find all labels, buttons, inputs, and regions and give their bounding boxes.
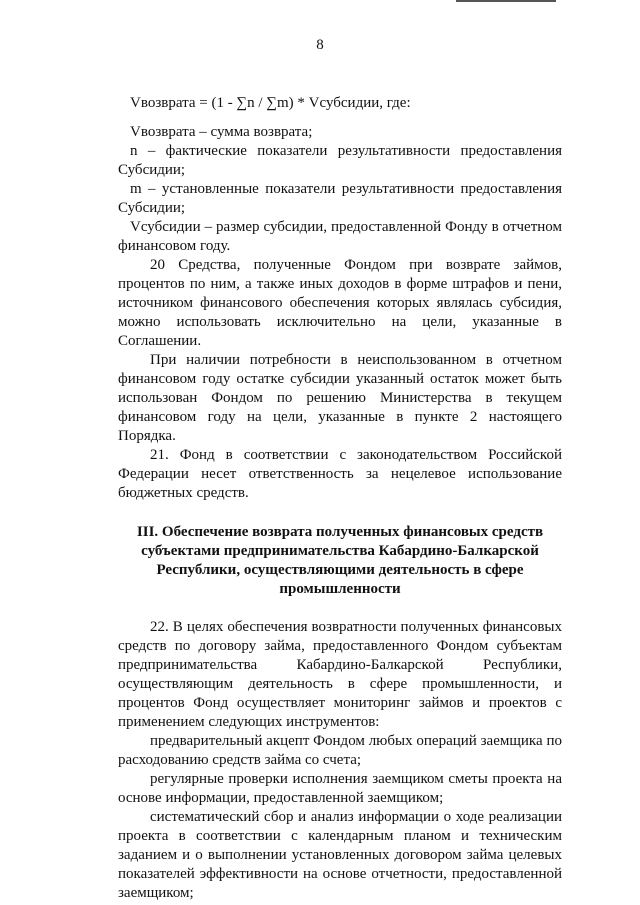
definition-v-return: Vвозврата – сумма возврата; bbox=[130, 124, 313, 140]
return-formula: Vвозврата = (1 - ∑n / ∑m) * Vсубсидии, где: bbox=[130, 95, 411, 111]
instrument-inspections: регулярные проверки исполнения заемщиком сметы проекта на основе информации, предоставленной заемщиком; bbox=[118, 771, 562, 806]
instrument-acceptance: предварительный акцепт Фондом любых операций заемщика по расходованию средств займа со счета; bbox=[118, 733, 562, 768]
instrument-monitoring: систематический сбор и анализ информации о ходе реализации проекта в соответствии с календарным планом и техническим заданием и о выполнении установленных договором займа целевых показателей эффективности на основе отчетности, предоставленной заемщиком; bbox=[118, 809, 562, 901]
document-body bbox=[118, 94, 562, 903]
paragraph-20: 20 Средства, полученные Фондом при возврате займов, процентов по ним, а также иных доходов в форме штрафов и пени, источником финансового обеспечения которых являлась субсидия, можно использовать исключительно на цели, указанные в Соглашении. bbox=[118, 257, 562, 349]
paragraph-21: 21. Фонд в соответствии с законодательством Российской Федерации несет ответственность за нецелевое использование бюджетных средств. bbox=[118, 447, 562, 501]
paragraph-unused-balance: При наличии потребности в неиспользованном в отчетном финансовом году остатке субсидии указанный остаток может быть использован Фондом по решению Министерства в текущем финансовом году на цели, указанные в пункте 2 настоящего Порядка. bbox=[118, 352, 562, 444]
top-edge-line bbox=[456, 0, 556, 2]
definition-v-subsidy: Vсубсидии – размер субсидии, предоставленной Фонду в отчетном финансовом году. bbox=[118, 219, 562, 254]
page-number: 8 bbox=[316, 37, 324, 53]
definition-m: m – установленные показатели результативности предоставления Субсидии; bbox=[118, 181, 562, 216]
definition-n: n – фактические показатели результативности предоставления Субсидии; bbox=[118, 143, 562, 178]
section-heading: III. Обеспечение возврата полученных финансовых средств субъектами предпринимательства Кабардино-Балкарской Республики, осуществляющими деятельность в сфере промышленности bbox=[136, 524, 544, 597]
paragraph-22: 22. В целях обеспечения возвратности полученных финансовых средств по договору займа, предоставленного Фондом субъектам предпринимательства Кабардино-Балкарской Республики, осуществляющим деятельность в сфере промышленности, и процентов Фонд осуществляет мониторинг займов и проектов с применением следующих инструментов: bbox=[118, 619, 562, 730]
